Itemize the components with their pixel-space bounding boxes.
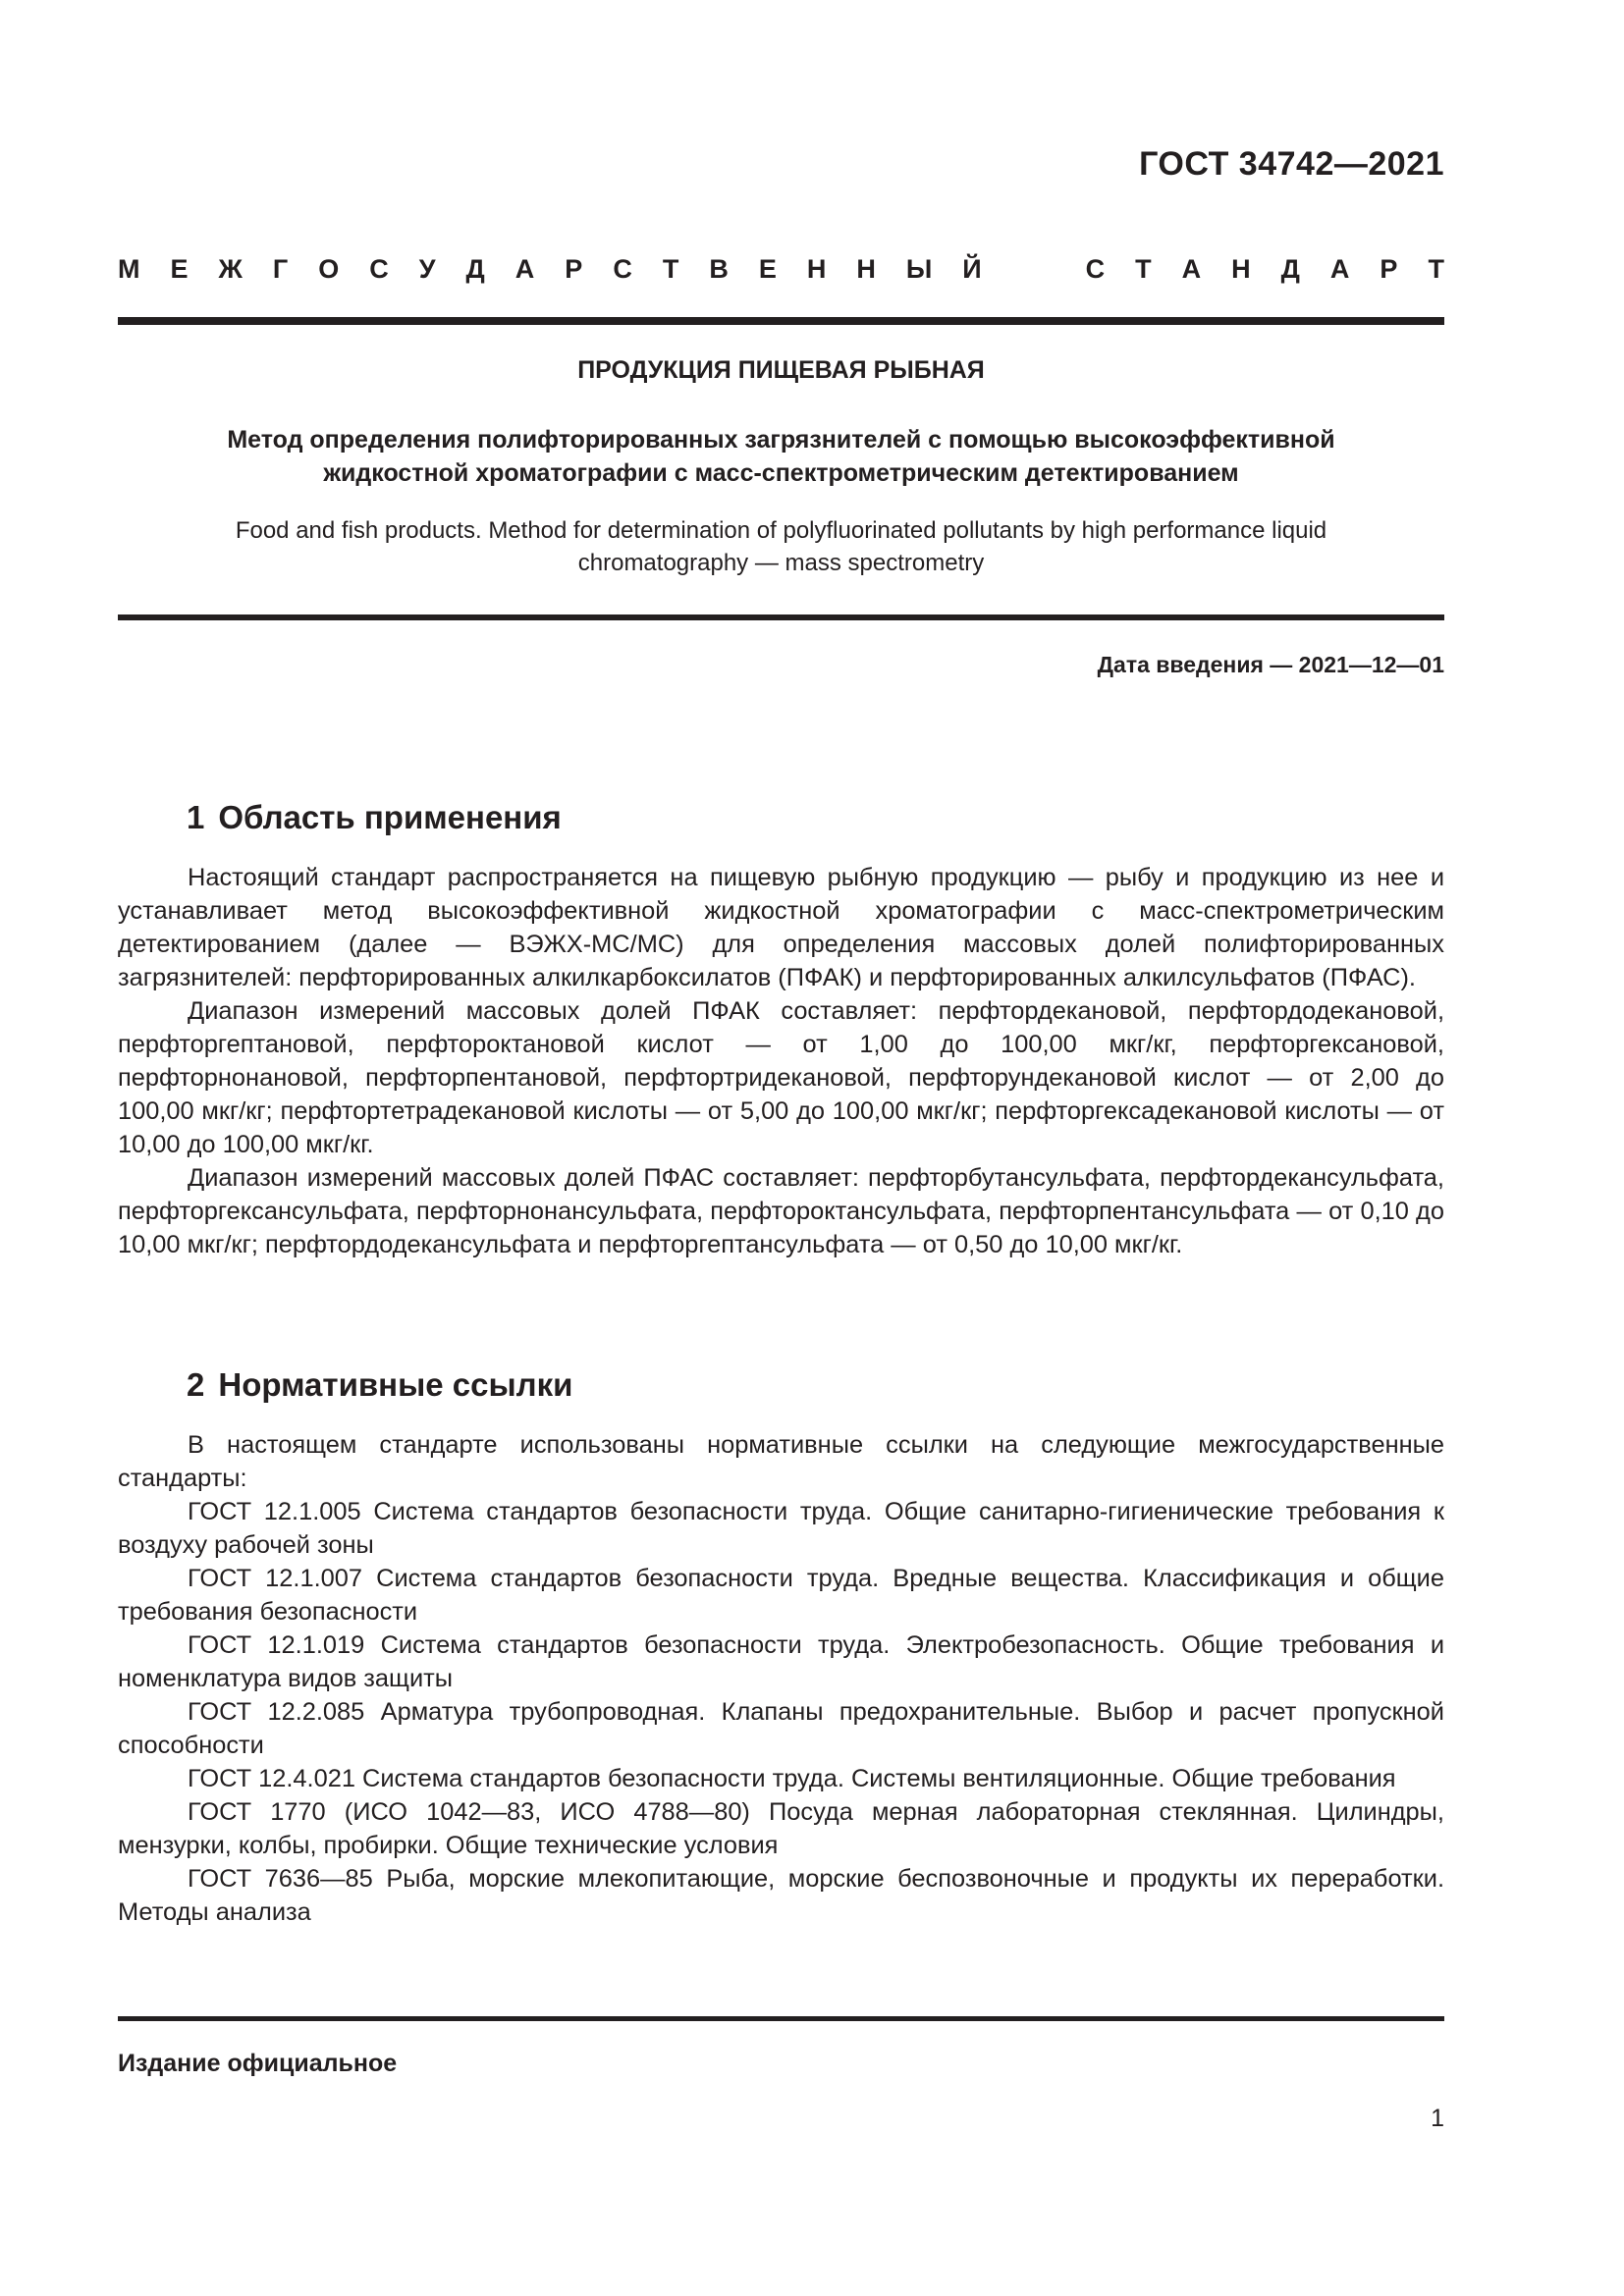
- standard-type-letter: Й: [962, 253, 982, 284]
- standard-type-heading: [118, 252, 1444, 286]
- standard-type-letter: Р: [565, 253, 583, 284]
- reference-item: ГОСТ 12.1.005 Система стандартов безопасности труда. Общие санитарно-гигиенические требования к воздуху рабочей зоны: [118, 1498, 1444, 1559]
- document-subtitle: [118, 423, 1444, 490]
- standard-type-letter: А: [1181, 253, 1202, 284]
- standard-type-letter: Е: [758, 253, 777, 284]
- section-2-body: [118, 1428, 1444, 1929]
- page-number: 1: [1431, 2105, 1444, 2132]
- english-title-line: Food and fish products. Method for determination of polyfluorinated pollutants by high performance liquid: [235, 517, 1327, 544]
- standard-type-letter: Е: [170, 253, 189, 284]
- english-title: [118, 514, 1444, 579]
- official-edition-label: Издание официальное: [118, 2050, 398, 2077]
- subtitle-line: жидкостной хроматографии с масс-спектрометрическим детектированием: [323, 459, 1239, 487]
- section-1-body: [118, 861, 1444, 1261]
- footer-divider: [118, 2016, 1444, 2021]
- reference-item: ГОСТ 12.4.021 Система стандартов безопасности труда. Системы вентиляционные. Общие требования: [188, 1765, 1396, 1792]
- paragraph: Диапазон измерений массовых долей ПФАК составляет: перфтордекановой, перфтордодекановой, перфторгептановой, перфтороктановой кислот — от 1,00 до 100,00 мкг/кг, перфторгексановой, перфторнонановой, перфторпентановой, перфтортридекановой, перфторундекановой кислот — от 2,00 до 100,00 мкг/кг; перфтортетрадекановой кислоты — от 5,00 до 100,00 мкг/кг; перфторгексадекановой кислоты — от 10,00 до 100,00 мкг/кг.: [118, 997, 1444, 1158]
- standard-type-letter: Ы: [905, 253, 933, 284]
- standard-number: ГОСТ 34742—2021: [1139, 145, 1444, 183]
- standard-type-letter: Г: [272, 253, 289, 284]
- reference-item: ГОСТ 1770 (ИСО 1042—83, ИСО 4788—80) Посуда мерная лабораторная стеклянная. Цилиндры, мензурки, колбы, пробирки. Общие технические условия: [118, 1798, 1444, 1859]
- standard-type-letter: О: [318, 253, 340, 284]
- standard-type-letter: Н: [1231, 253, 1251, 284]
- section-number: 1: [187, 799, 205, 835]
- introduction-date: Дата введения — 2021—12—01: [1097, 652, 1444, 677]
- paragraph: Диапазон измерений массовых долей ПФАС составляет: перфторбутансульфата, перфтордекансульфата, перфторгексансульфата, перфторнонансульфата, перфтороктансульфата, перфторпентансульфата — от 0,10 до 10,00 мкг/кг; перфтордодекансульфата и перфторгептансульфата — от 0,50 до 10,00 мкг/кг.: [118, 1164, 1444, 1258]
- section-2-heading: [187, 1366, 572, 1404]
- standard-type-letter: Н: [806, 253, 827, 284]
- standard-type-letter: Т: [662, 253, 679, 284]
- subtitle-line: Метод определения полифторированных загрязнителей с помощью высокоэффективной: [227, 426, 1335, 454]
- reference-item: ГОСТ 12.1.019 Система стандартов безопасности труда. Электробезопасность. Общие требования и номенклатура видов защиты: [118, 1631, 1444, 1692]
- standard-type-letter: Д: [1280, 253, 1300, 284]
- section-title: Область применения: [218, 799, 562, 835]
- standard-type-letter: Н: [856, 253, 876, 284]
- standard-type-letter: Р: [1380, 253, 1398, 284]
- standard-type-letter: Ж: [218, 253, 243, 284]
- standard-type-letter: А: [1329, 253, 1350, 284]
- section-1-heading: [187, 799, 562, 836]
- standard-type-letter: Д: [465, 253, 485, 284]
- document-title: ПРОДУКЦИЯ ПИЩЕВАЯ РЫБНАЯ: [577, 356, 985, 384]
- title-divider: [118, 614, 1444, 620]
- standard-type-letter: Т: [1428, 253, 1444, 284]
- english-title-line: chromatography — mass spectrometry: [577, 550, 985, 576]
- standard-type-letter: Т: [1135, 253, 1152, 284]
- top-divider: [118, 317, 1444, 325]
- reference-item: ГОСТ 12.2.085 Арматура трубопроводная. Клапаны предохранительные. Выбор и расчет пропускной способности: [118, 1698, 1444, 1759]
- standard-type-letter: С: [613, 253, 632, 284]
- standard-type-letter: С: [369, 253, 389, 284]
- standard-type-letter: У: [418, 253, 436, 284]
- standard-type-letter: М: [118, 253, 140, 284]
- section-title: Нормативные ссылки: [218, 1366, 573, 1403]
- standard-type-letter: В: [709, 253, 729, 284]
- paragraph: В настоящем стандарте использованы нормативные ссылки на следующие межгосударственные стандарты:: [118, 1431, 1444, 1492]
- reference-item: ГОСТ 7636—85 Рыба, морские млекопитающие, морские беспозвоночные и продукты их переработки. Методы анализа: [118, 1865, 1444, 1926]
- standard-type-letter: С: [1085, 253, 1106, 284]
- section-number: 2: [187, 1366, 205, 1403]
- reference-item: ГОСТ 12.1.007 Система стандартов безопасности труда. Вредные вещества. Классификация и общие требования безопасности: [118, 1565, 1444, 1626]
- paragraph: Настоящий стандарт распространяется на пищевую рыбную продукцию — рыбу и продукцию из нее и устанавливает метод высокоэффективной жидкостной хроматографии с масс-спектрометрическим детектированием (далее — ВЭЖХ-МС/МС) для определения массовых долей полифторированных загрязнителей: перфторированных алкилкарбоксилатов (ПФАК) и перфторированных алкилсульфатов (ПФАС).: [118, 864, 1444, 991]
- standard-type-letter: А: [514, 253, 535, 284]
